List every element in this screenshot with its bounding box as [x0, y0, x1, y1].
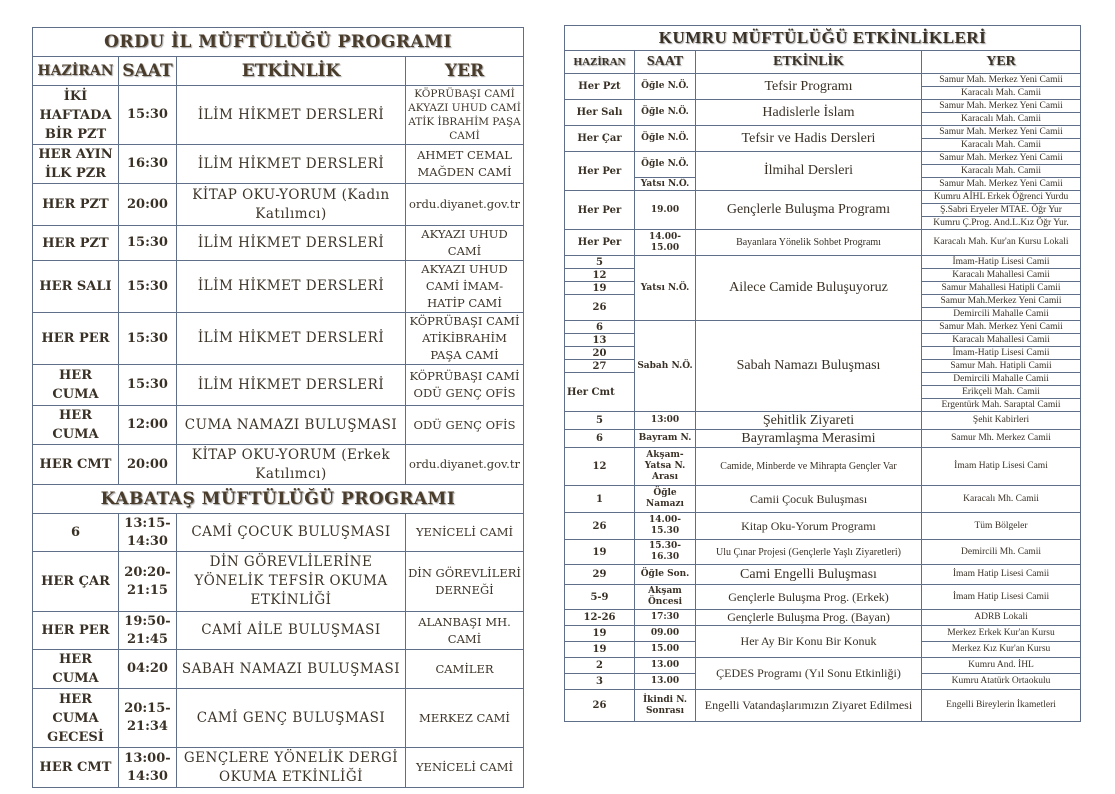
- time-cell: 14.00-15.00: [635, 230, 696, 256]
- date-cell: Her Per: [565, 152, 635, 191]
- event-cell: Hadislerle İslam: [696, 100, 922, 126]
- place-cell: İmam-Hatip Lisesi Camii: [922, 347, 1081, 360]
- place-cell: İmam Hatip Lisesi Camii: [922, 585, 1081, 610]
- table-row: [565, 448, 1081, 486]
- time-cell: 15:30: [119, 226, 177, 261]
- time-cell: 09.00: [635, 626, 696, 642]
- event-cell: Kitap Oku-Yorum Programı: [696, 513, 922, 540]
- place-cell: Karacalı Mah. Camii: [922, 87, 1081, 100]
- place-cell: CAMİLER: [406, 650, 524, 689]
- table-row: [33, 748, 524, 788]
- event-cell: Tefsir Programı: [696, 74, 922, 100]
- time-cell: Yatsı N.Ö.: [635, 178, 696, 191]
- event-cell: Engelli Vatandaşlarımızın Ziyaret Edilmesi: [696, 690, 922, 722]
- event-cell: Sabah Namazı Buluşması: [696, 321, 922, 412]
- event-cell: KİTAP OKU-YORUM (Erkek Katılımcı): [177, 445, 406, 485]
- date-cell: 6: [33, 514, 119, 552]
- place-cell: Samur Mah. Merkez Yeni Camii: [922, 126, 1081, 139]
- date-cell: Her Çar: [565, 126, 635, 152]
- date-cell: 12: [565, 448, 635, 486]
- table-row: [33, 184, 524, 226]
- time-cell: Öğle N.Ö.: [635, 152, 696, 178]
- place-cell: Kumru Ç.Prog. And.L.Kız Öğr Yur.: [922, 217, 1081, 230]
- place-cell: Şehit Kabirleri: [922, 412, 1081, 430]
- table-row: [33, 406, 524, 445]
- time-cell: 15:30: [119, 313, 177, 365]
- date-cell: 12: [565, 269, 635, 282]
- event-cell: ÇEDES Programı (Yıl Sonu Etkinliği): [696, 658, 922, 690]
- kumru-program-title: KUMRU MÜFTÜLÜĞÜ ETKİNLİKLERİ: [565, 26, 1081, 51]
- table-row: [565, 74, 1081, 87]
- place-cell: Demircili Mh. Camii: [922, 540, 1081, 565]
- event-cell: İLİM HİKMET DERSLERİ: [177, 365, 406, 406]
- table-row: [565, 321, 1081, 334]
- time-cell: 15:30: [119, 86, 177, 145]
- event-cell: CAMİ GENÇ BULUŞMASI: [177, 689, 406, 748]
- date-cell: 5: [565, 412, 635, 430]
- date-cell: HER CUMA GECESİ: [33, 689, 119, 748]
- table-row: [33, 650, 524, 689]
- col-header-place: YER: [406, 57, 524, 86]
- date-cell: 6: [565, 430, 635, 448]
- time-cell: 15.30-16.30: [635, 540, 696, 565]
- date-cell: HER CUMA: [33, 406, 119, 445]
- time-cell: 17:30: [635, 610, 696, 626]
- event-cell: Camide, Minberde ve Mihrapta Gençler Var: [696, 448, 922, 486]
- time-cell: Öğle Namazı: [635, 486, 696, 513]
- col-header-time: SAAT: [635, 51, 696, 74]
- date-cell: 20: [565, 347, 635, 360]
- place-cell: Karacalı Mahallesi Camii: [922, 334, 1081, 347]
- event-cell: KİTAP OKU-YORUM (Kadın Katılımcı): [177, 184, 406, 226]
- event-cell: Bayramlaşma Merasimi: [696, 430, 922, 448]
- time-cell: Akşam-Yatsa N. Arası: [635, 448, 696, 486]
- table-row: [33, 261, 524, 313]
- event-cell: İLİM HİKMET DERSLERİ: [177, 86, 406, 145]
- date-cell: 1: [565, 486, 635, 513]
- date-cell: Her Per: [565, 230, 635, 256]
- event-cell: İLİM HİKMET DERSLERİ: [177, 313, 406, 365]
- time-cell: İkindi N. Sonrası: [635, 690, 696, 722]
- place-cell: Samur Mah. Merkez Yeni Camii: [922, 152, 1081, 165]
- place-cell: Karacalı Mah. Camii: [922, 113, 1081, 126]
- event-cell: Bayanlara Yönelik Sohbet Programı: [696, 230, 922, 256]
- place-cell: Samur Mah. Merkez Yeni Camii: [922, 74, 1081, 87]
- table-row: [565, 100, 1081, 113]
- table-row: [33, 365, 524, 406]
- place-cell: Karacalı Mahallesi Camii: [922, 269, 1081, 282]
- event-cell: Gençlerle Buluşma Prog. (Bayan): [696, 610, 922, 626]
- time-cell: 15.00: [635, 642, 696, 658]
- event-cell: CUMA NAMAZI BULUŞMASI: [177, 406, 406, 445]
- date-cell: 5: [565, 256, 635, 269]
- table-row: [33, 689, 524, 748]
- table-row: [565, 430, 1081, 448]
- table-row: [33, 552, 524, 612]
- place-cell: ODÜ GENÇ OFİS: [406, 406, 524, 445]
- time-cell: Öğle Son.: [635, 565, 696, 585]
- place-cell: Ş.Sabri Eryeler MTAE. Öğr Yur: [922, 204, 1081, 217]
- place-cell: İmam-Hatip Lisesi Camii: [922, 256, 1081, 269]
- event-cell: İLİM HİKMET DERSLERİ: [177, 145, 406, 184]
- kabatas-program-title: KABATAŞ MÜFTÜLÜĞÜ PROGRAMI: [33, 485, 524, 514]
- place-cell: Samur Mah. Merkez Yeni Camii: [922, 321, 1081, 334]
- time-cell: 15:30: [119, 261, 177, 313]
- table-row: [565, 513, 1081, 540]
- date-cell: İKİ HAFTADA BİR PZT: [33, 86, 119, 145]
- table-row: [565, 152, 1081, 165]
- time-cell: 13:00-14:30: [119, 748, 177, 788]
- time-cell: 20:20-21:15: [119, 552, 177, 612]
- date-cell: HER PZT: [33, 184, 119, 226]
- time-cell: 13.00: [635, 658, 696, 674]
- place-cell: Merkez Erkek Kur'an Kursu: [922, 626, 1081, 642]
- time-cell: Öğle N.Ö.: [635, 126, 696, 152]
- table-row: [565, 230, 1081, 256]
- place-cell: AKYAZI UHUD CAMİ: [406, 226, 524, 261]
- kumru-program-table: [564, 25, 1081, 722]
- table-row: [565, 565, 1081, 585]
- place-cell: MERKEZ CAMİ: [406, 689, 524, 748]
- place-cell: AHMET CEMAL MAĞDEN CAMİ: [406, 145, 524, 184]
- place-cell: ADRB Lokali: [922, 610, 1081, 626]
- table-row: [33, 612, 524, 650]
- place-cell: Erikçeli Mah. Camii: [922, 386, 1081, 399]
- time-cell: 19:50-21:45: [119, 612, 177, 650]
- table-row: [33, 313, 524, 365]
- date-cell: 19: [565, 626, 635, 642]
- col-header-date: HAZİRAN: [33, 57, 119, 86]
- table-row: [33, 226, 524, 261]
- col-header-time: SAAT: [119, 57, 177, 86]
- table-row: [565, 412, 1081, 430]
- time-cell: 13:15-14:30: [119, 514, 177, 552]
- time-cell: 12:00: [119, 406, 177, 445]
- table-row: [33, 145, 524, 184]
- event-cell: SABAH NAMAZI BULUŞMASI: [177, 650, 406, 689]
- date-cell: 2: [565, 658, 635, 674]
- time-cell: Akşam Öncesi: [635, 585, 696, 610]
- ordu-kabatas-program-table: [32, 27, 524, 788]
- time-cell: 16:30: [119, 145, 177, 184]
- place-cell: ALANBAŞI MH. CAMİ: [406, 612, 524, 650]
- place-cell: İmam Hatip Lisesi Cami: [922, 448, 1081, 486]
- place-link[interactable]: ordu.diyanet.gov.tr: [406, 184, 524, 226]
- place-cell: Merkez Kız Kur'an Kursu: [922, 642, 1081, 658]
- time-cell: 20:15-21:34: [119, 689, 177, 748]
- place-cell: Samur Mah. Merkez Yeni Camii: [922, 178, 1081, 191]
- date-cell: Her Per: [565, 191, 635, 230]
- place-cell: İmam Hatip Lisesi Camii: [922, 565, 1081, 585]
- place-cell: Engelli Bireylerin İkametleri: [922, 690, 1081, 722]
- place-cell: Samur Mah. Hatipli Camii: [922, 360, 1081, 373]
- table-row: [565, 486, 1081, 513]
- date-cell: HER PER: [33, 612, 119, 650]
- table-row: [565, 626, 1081, 642]
- table-row: [565, 610, 1081, 626]
- time-cell: Bayram N.: [635, 430, 696, 448]
- col-header-place: YER: [922, 51, 1081, 74]
- table-row: [33, 86, 524, 145]
- time-cell: 14.00-15.30: [635, 513, 696, 540]
- event-cell: Ulu Çınar Projesi (Gençlerle Yaşlı Ziyaretleri): [696, 540, 922, 565]
- table-row: [565, 585, 1081, 610]
- event-cell: Camii Çocuk Buluşması: [696, 486, 922, 513]
- place-cell: AKYAZI UHUD CAMİ İMAM-HATİP CAMİ: [406, 261, 524, 313]
- event-cell: İLİM HİKMET DERSLERİ: [177, 261, 406, 313]
- date-cell: HER CMT: [33, 445, 119, 485]
- date-cell: HER ÇAR: [33, 552, 119, 612]
- date-cell: 6: [565, 321, 635, 334]
- date-cell: 27: [565, 360, 635, 373]
- date-cell: 19: [565, 282, 635, 295]
- place-cell: Samur Mah. Merkez Yeni Camii: [922, 100, 1081, 113]
- place-cell: Kumru AİHL Erkek Öğrenci Yurdu: [922, 191, 1081, 204]
- event-cell: Cami Engelli Buluşması: [696, 565, 922, 585]
- event-cell: DİN GÖREVLİLERİNE YÖNELİK TEFSİR OKUMA ETKİNLİĞİ: [177, 552, 406, 612]
- col-header-event: ETKİNLİK: [696, 51, 922, 74]
- place-cell: DİN GÖREVLİLERİ DERNEĞİ: [406, 552, 524, 612]
- date-cell: HER CUMA: [33, 365, 119, 406]
- place-cell: YENİCELİ CAMİ: [406, 514, 524, 552]
- date-cell: 19: [565, 540, 635, 565]
- event-cell: İlmihal Dersleri: [696, 152, 922, 191]
- place-cell: KÖPRÜBAŞI CAMİ ODÜ GENÇ OFİS: [406, 365, 524, 406]
- table-row: [33, 514, 524, 552]
- date-cell: HER PER: [33, 313, 119, 365]
- place-cell: Karacalı Mah. Kur'an Kursu Lokali: [922, 230, 1081, 256]
- place-cell: KÖPRÜBAŞI CAMİ AKYAZI UHUD CAMİ ATİK İBRAHİM PAŞA CAMİ: [406, 86, 524, 145]
- event-cell: Şehitlik Ziyareti: [696, 412, 922, 430]
- time-cell: 19.00: [635, 191, 696, 230]
- table-row: [565, 540, 1081, 565]
- date-cell: Her Cmt: [565, 373, 635, 412]
- event-cell: GENÇLERE YÖNELİK DERGİ OKUMA ETKİNLİĞİ: [177, 748, 406, 788]
- event-cell: CAMİ AİLE BULUŞMASI: [177, 612, 406, 650]
- event-cell: Gençlerle Buluşma Programı: [696, 191, 922, 230]
- place-cell: Karacalı Mh. Camii: [922, 486, 1081, 513]
- place-cell: Samur Mh. Merkez Camii: [922, 430, 1081, 448]
- table-row: [565, 191, 1081, 204]
- place-link[interactable]: ordu.diyanet.gov.tr: [406, 445, 524, 485]
- date-cell: HER CUMA: [33, 650, 119, 689]
- table-row: [565, 658, 1081, 674]
- time-cell: 20:00: [119, 184, 177, 226]
- time-cell: Sabah N.Ö.: [635, 321, 696, 412]
- place-cell: Demircili Mahalle Camii: [922, 308, 1081, 321]
- date-cell: 19: [565, 642, 635, 658]
- date-cell: Her Salı: [565, 100, 635, 126]
- event-cell: İLİM HİKMET DERSLERİ: [177, 226, 406, 261]
- date-cell: HER AYIN İLK PZR: [33, 145, 119, 184]
- date-cell: 3: [565, 674, 635, 690]
- date-cell: HER CMT: [33, 748, 119, 788]
- place-cell: YENİCELİ CAMİ: [406, 748, 524, 788]
- table-row: [33, 445, 524, 485]
- place-cell: Samur Mahallesi Hatipli Camii: [922, 282, 1081, 295]
- table-row: [565, 256, 1081, 269]
- place-cell: Ergentürk Mah. Saraptal Camii: [922, 399, 1081, 412]
- event-cell: Tefsir ve Hadis Dersleri: [696, 126, 922, 152]
- place-cell: KÖPRÜBAŞI CAMİ ATİKİBRAHİM PAŞA CAMİ: [406, 313, 524, 365]
- event-cell: Her Ay Bir Konu Bir Konuk: [696, 626, 922, 658]
- place-cell: Kumru Atatürk Ortaokulu: [922, 674, 1081, 690]
- time-cell: Öğle N.Ö.: [635, 100, 696, 126]
- date-cell: 26: [565, 690, 635, 722]
- time-cell: 20:00: [119, 445, 177, 485]
- time-cell: 15:30: [119, 365, 177, 406]
- event-cell: Ailece Camide Buluşuyoruz: [696, 256, 922, 321]
- ordu-program-title: ORDU İL MÜFTÜLÜĞÜ PROGRAMI: [33, 28, 524, 57]
- date-cell: 5-9: [565, 585, 635, 610]
- date-cell: HER PZT: [33, 226, 119, 261]
- time-cell: 13:00: [635, 412, 696, 430]
- date-cell: Her Pzt: [565, 74, 635, 100]
- table-row: [565, 690, 1081, 722]
- time-cell: 04:20: [119, 650, 177, 689]
- col-header-event: ETKİNLİK: [177, 57, 406, 86]
- place-cell: Demircili Mahalle Camii: [922, 373, 1081, 386]
- date-cell: HER SALI: [33, 261, 119, 313]
- place-cell: Samur Mah.Merkez Yeni Camii: [922, 295, 1081, 308]
- place-cell: Tüm Bölgeler: [922, 513, 1081, 540]
- date-cell: 26: [565, 513, 635, 540]
- time-cell: Öğle N.Ö.: [635, 74, 696, 100]
- place-cell: Karacalı Mah. Camii: [922, 139, 1081, 152]
- time-cell: Yatsı N.Ö.: [635, 256, 696, 321]
- event-cell: Gençlerle Buluşma Prog. (Erkek): [696, 585, 922, 610]
- event-cell: CAMİ ÇOCUK BULUŞMASI: [177, 514, 406, 552]
- date-cell: 13: [565, 334, 635, 347]
- col-header-date: HAZİRAN: [565, 51, 635, 74]
- date-cell: 29: [565, 565, 635, 585]
- place-cell: Kumru And. İHL: [922, 658, 1081, 674]
- date-cell: 12-26: [565, 610, 635, 626]
- date-cell: 26: [565, 295, 635, 321]
- time-cell: 13.00: [635, 674, 696, 690]
- table-row: [565, 126, 1081, 139]
- place-cell: Karacalı Mah. Camii: [922, 165, 1081, 178]
